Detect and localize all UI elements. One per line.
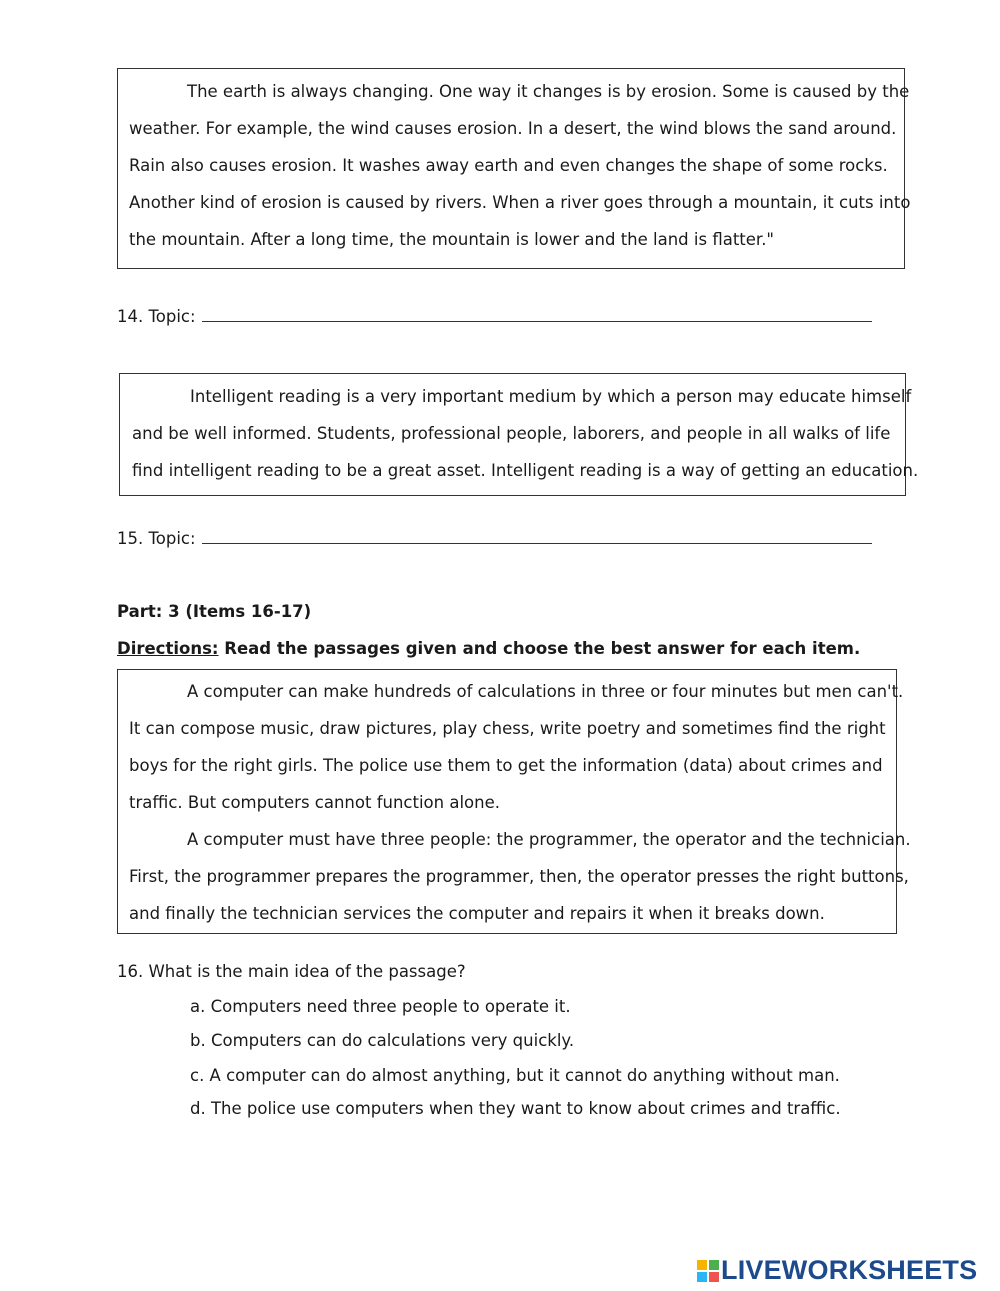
passage-line: boys for the right girls. The police use them to get the information (data) about crimes and xyxy=(129,756,883,775)
item-16-option-c[interactable]: c. A computer can do almost anything, but it cannot do anything without man. xyxy=(190,1066,840,1085)
item-14-answer-blank[interactable] xyxy=(202,320,872,322)
logo-blocks-icon xyxy=(697,1260,719,1282)
item-16-option-d[interactable]: d. The police use computers when they want to know about crimes and traffic. xyxy=(190,1099,841,1118)
item-14-label: 14. Topic: xyxy=(117,307,196,326)
item-16-question: 16. What is the main idea of the passage? xyxy=(117,962,466,981)
item-15-label: 15. Topic: xyxy=(117,529,196,548)
logo-block-e xyxy=(709,1272,719,1282)
passage-line: Another kind of erosion is caused by rivers. When a river goes through a mountain, it cuts into xyxy=(129,193,911,212)
directions-label: Directions: xyxy=(117,639,219,658)
passage-line: Rain also causes erosion. It washes away earth and even changes the shape of some rocks. xyxy=(129,156,888,175)
liveworksheets-logo xyxy=(697,1255,977,1286)
part-3-heading: Part: 3 (Items 16-17) xyxy=(117,602,312,621)
passage-line: First, the programmer prepares the programmer, then, the operator presses the right buttons, xyxy=(129,867,909,886)
logo-block-v xyxy=(697,1272,707,1282)
logo-text: LIVEWORKSHEETS xyxy=(721,1255,978,1285)
item-16-option-b[interactable]: b. Computers can do calculations very quickly. xyxy=(190,1031,575,1050)
directions-text: Read the passages given and choose the best answer for each item. xyxy=(218,639,861,658)
passage-line: the mountain. After a long time, the mountain is lower and the land is flatter." xyxy=(129,230,775,249)
passage-box-reading xyxy=(119,373,919,496)
passage-line: Intelligent reading is a very important medium by which a person may educate himself xyxy=(190,387,912,406)
logo-block-i xyxy=(709,1260,719,1270)
passage-line: traffic. But computers cannot function alone. xyxy=(129,793,500,812)
item-15-answer-blank[interactable] xyxy=(202,542,872,544)
passage-line: weather. For example, the wind causes erosion. In a desert, the wind blows the sand around. xyxy=(129,119,897,138)
passage-line: and finally the technician services the computer and repairs it when it breaks down. xyxy=(129,904,825,923)
passage-box-erosion xyxy=(117,68,911,269)
passage-line: The earth is always changing. One way it changes is by erosion. Some is caused by the xyxy=(187,82,910,101)
passage-line: It can compose music, draw pictures, play chess, write poetry and sometimes find the right xyxy=(129,719,886,738)
passage-box-computers xyxy=(117,669,911,934)
item-14 xyxy=(117,307,872,326)
passage-line: and be well informed. Students, professional people, laborers, and people in all walks of life xyxy=(132,424,891,443)
passage-line: A computer must have three people: the programmer, the operator and the technician. xyxy=(187,830,911,849)
passage-line: find intelligent reading to be a great asset. Intelligent reading is a way of getting an education. xyxy=(132,461,919,480)
directions xyxy=(117,639,860,658)
passage-line: A computer can make hundreds of calculations in three or four minutes but men can't. xyxy=(187,682,904,701)
item-15 xyxy=(117,529,872,548)
item-16-option-a[interactable]: a. Computers need three people to operate it. xyxy=(190,997,571,1016)
logo-block-l xyxy=(697,1260,707,1270)
